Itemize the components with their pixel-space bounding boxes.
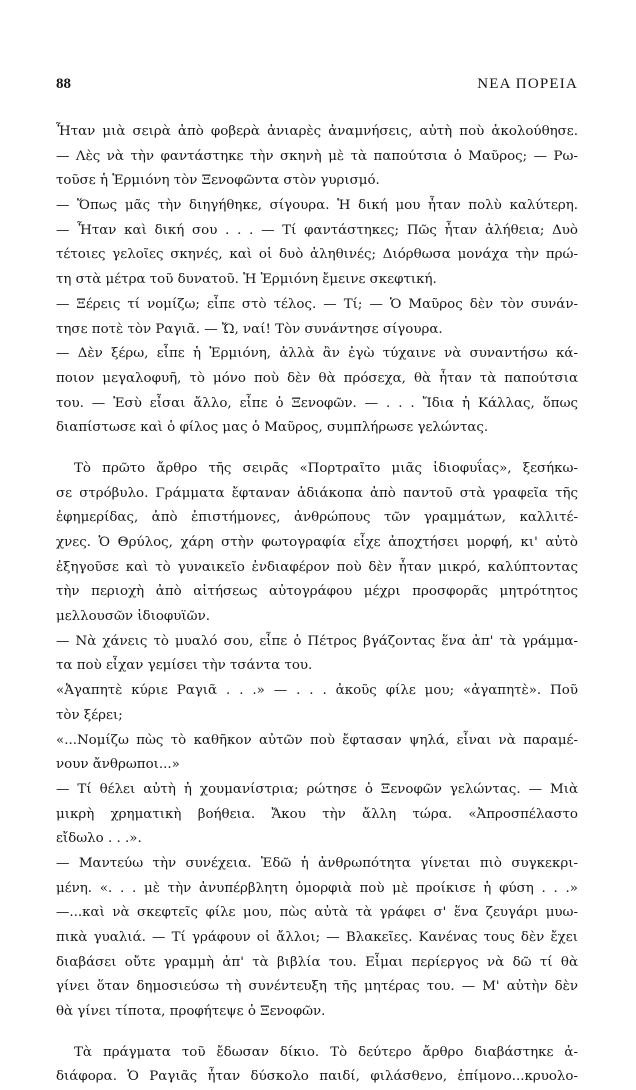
journal-title: ΝΕΑ ΠΟΡΕΙΑ	[477, 76, 578, 92]
text-line: νουν ἄνθρωποι...»	[56, 757, 180, 773]
text-line: Ἦταν μιὰ σειρὰ ἀπὸ φοβερὰ ἀνιαρὲς ἀναμνήσεις, αὐτὴ ποὺ ἀκολούθησε.	[56, 124, 578, 139]
text-line: — Λὲς νὰ τὴν φαντάστηκε τὴν σκηνὴ μὲ τὰ παπούτσια ὁ Μαῦρος; — Ρω-	[56, 148, 578, 164]
paragraph	[56, 120, 578, 441]
text-line: του. — Ἐσὺ εἶσαι ἄλλο, εἶπε ὁ Ξενοφῶν. — . . . Ἴδια ἡ Κάλλας, ὅπως	[56, 395, 578, 411]
text-line: θὰ γίνει τίποτα, προφήτεψε ὁ Ξενοφῶν.	[56, 1004, 326, 1020]
text-line: «Ἀγαπητὲ κύριε Ραγιᾶ . . .» — . . . ἀκοῦς φίλε μου; «ἀγαπητὲ». Ποῦ	[56, 683, 578, 699]
text-line: — Τί θέλει αὐτὴ ἡ χουμανίστρια; ρώτησε ὁ Ξενοφῶν γελώντας. — Μιὰ	[56, 781, 578, 797]
text-line: γίνει ὅταν δημοσιεύσω τὴ συνέντευξη τῆς μητέρας του. — Μ' αὐτὴν δὲν	[56, 979, 578, 995]
text-line: τοῦσε ἡ Ἑρμιόνη τὸν Ξενοφῶντα στὸν γυρισμό.	[56, 173, 380, 189]
text-line: σε στρόβυλο. Γράμματα ἔφταναν ἀδιάκοπα ἀπὸ παντοῦ στὰ γραφεῖα τῆς	[56, 485, 578, 501]
page-header	[56, 76, 578, 96]
text-line: χνες. Ὁ Θρύλος, χάρη στὴν φωτογραφία εἶχε ἀποχτήσει μορφή, κι' αὐτὸ	[56, 535, 578, 550]
paragraph	[56, 1041, 578, 1090]
text-line: ἐξηγοῦσε καὶ τὸ γυναικεῖο ἐνδιαφέρον ποὺ δὲν ἦταν μικρό, καλύπτοντας	[56, 559, 578, 575]
text-line: — Μαντεύω τὴν συνέχεια. Ἐδῶ ἡ ἀνθρωπότητα γίνεται πιὸ συγκεκρι-	[56, 855, 578, 871]
text-line: τέτοιες γελοῖες σκηνές, καὶ οἱ δυὸ ἀληθινές; Διόρθωσα μονάχα τὴν πρώ-	[56, 247, 578, 263]
text-line: Τὰ πράγματα τοῦ ἔδωσαν δίκιο. Τὸ δεύτερο ἄρθρο διαβάστηκε ἀ-	[74, 1044, 578, 1060]
paragraph-gap	[56, 441, 578, 457]
text-line: — Δὲν ξέρω, εἶπε ἡ Ἑρμιόνη, ἀλλὰ ἂν ἐγὼ τύχαινε νὰ συναντήσω κά-	[56, 346, 578, 362]
text-line: μελλουσῶν ἰδιοφυϊῶν.	[56, 609, 210, 625]
page-number: 88	[56, 76, 71, 92]
text-line: —...καὶ νὰ σκεφτεῖς φίλε μου, πὼς αὐτὰ τὰ γράφει σ' ἕνα ζευγάρι μυω-	[56, 905, 578, 921]
text-line: — Νὰ χάνεις τὸ μυαλό σου, εἶπε ὁ Πέτρος βγάζοντας ἕνα ἀπ' τὰ γράμμα-	[56, 633, 578, 649]
text-line: διαπίστωσε καὶ ὁ φίλος μας ὁ Μαῦρος, συμπλήρωσε γελώντας.	[56, 420, 489, 436]
text-line: ἐφημερίδας, ἀπὸ ἐπιστήμονες, ἀνθρώπους τῶν γραμμάτων, καλλιτέ-	[56, 510, 578, 526]
text-line: ποιον μεγαλοφυῆ, τὸ μόνο ποὺ δὲν θὰ πρόσεχα, θὰ ἦταν τὰ παπούτσια	[56, 370, 578, 386]
text-line: — Ἦταν καὶ δική σου . . . — Τί φαντάστηκες; Πῶς ἦταν ἀλήθεια; Δυὸ	[56, 222, 578, 238]
paragraph	[56, 457, 578, 1025]
text-line: διαβάσει οὔτε γραμμὴ ἀπ' τὰ βιβλία του. Εἶμαι περίεργος νὰ δῶ τί θὰ	[56, 954, 578, 970]
text-line: τησε ποτὲ τὸν Ραγιᾶ. — Ὤ, ναί! Τὸν συνάντησε σίγουρα.	[56, 321, 443, 337]
text-line: μικρὴ χρηματικὴ βοήθεια. Ἄκου τὴν ἄλλη τώρα. «Ἀπροσπέλαστο	[56, 806, 578, 822]
text-line: τη στὰ μέτρα τοῦ δυνατοῦ. Ἡ Ἑρμιόνη ἔμεινε σκεφτική.	[56, 272, 437, 288]
text-line: πικὰ γυαλιά. — Τί γράφουν οἱ ἄλλοι; — Βλακεῖες. Κανένας τους δὲν ἔχει	[56, 930, 578, 945]
text-line: εἴδωλο . . .».	[56, 831, 142, 847]
text-line: Τὸ πρῶτο ἄρθρο τῆς σειρᾶς «Πορτραῖτο μιᾶς ἰδιοφυΐας», ξεσήκω-	[74, 460, 578, 476]
text-line: τὴν περιοχὴ ἀπὸ αἰτήσεως αὐτογράφου μέχρι προσφορᾶς μητρότητος	[56, 584, 578, 600]
text-line: — Ξέρεις τί νομίζω; εἶπε στὸ τέλος. — Τί; — Ὁ Μαῦρος δὲν τὸν συνάν-	[56, 296, 578, 312]
text-line: «...Νομίζω πὼς τὸ καθῆκον αὐτῶν ποὺ ἔφτασαν ψηλά, εἶναι νὰ παραμέ-	[56, 732, 578, 748]
text-line: — Ὅπως μᾶς τὴν διηγήθηκε, σίγουρα. Ἡ δική μου ἦταν πολὺ καλύτερη.	[56, 198, 578, 214]
text-line: μένη. «. . . μὲ τὴν ἀνυπέρβλητη ὀμορφιὰ ποὺ μὲ προίκισε ἡ φύση . . .»	[56, 880, 578, 896]
article-body	[56, 120, 578, 1090]
paragraph-gap	[56, 1025, 578, 1041]
text-line: τὸν ξέρει;	[56, 707, 123, 723]
text-line: διάφορα. Ὁ Ραγιᾶς ἦταν δύσκολο παιδί, φιλάσθενο, ἐπίμονο...κρυολο-	[56, 1069, 578, 1085]
text-line: τα ποὺ εἶχαν γεμίσει τὴν τσάντα του.	[56, 658, 313, 674]
